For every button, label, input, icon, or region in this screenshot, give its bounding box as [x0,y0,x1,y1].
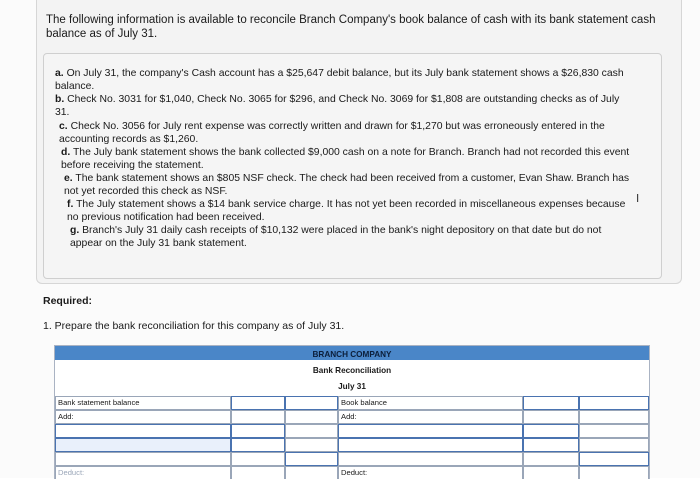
item-e [64,173,634,198]
deduct-spacer-right-total [579,466,649,479]
add-spacer-right [523,410,579,424]
bank-statement-balance-label: Bank statement balance [55,396,231,410]
required-question: 1. Prepare the bank reconciliation for this company as of July 31. [43,320,345,332]
deduct-label-left: Deduct: [55,466,231,479]
book-subtotal-spacer [523,452,579,466]
deduct-label-right: Deduct: [338,466,523,479]
problem-intro: The following information is available to reconcile Branch Company's book balance of cash with its bank statement cash balance as of July 31. [46,14,656,40]
add-spacer-right-total [579,410,649,424]
deduct-spacer-right [523,466,579,479]
book-balance-label: Book balance [338,396,523,410]
book-add-description-input[interactable] [338,424,523,438]
item-g [70,225,625,250]
book-balance-total-input[interactable] [579,396,649,410]
book-subtotal-label-cell [338,452,523,466]
add-label-left: Add: [55,410,231,424]
bank-add-total-cell-2 [285,438,338,452]
bank-reconciliation-table [54,345,650,479]
bank-add-amount-input-2[interactable] [231,438,285,452]
item-text: The July bank statement shows the bank collected $9,000 cash on a note for Branch. Branch had not recorded this event before receiving the statement. [61,147,630,171]
add-spacer-left [231,410,285,424]
item-d [61,147,641,172]
bank-balance-amount-input[interactable] [231,396,285,410]
book-add-amount-input-2[interactable] [523,438,579,452]
item-label: g. [70,225,80,236]
deduct-spacer-left-total [285,466,338,479]
add-spacer-left-total [285,410,338,424]
item-label: e. [64,173,73,184]
book-add-description-input-2[interactable] [338,438,523,452]
item-a [55,68,635,93]
bank-add-description-input-2[interactable] [55,438,231,452]
bank-subtotal-label-cell [55,452,231,466]
item-text: Check No. 3031 for $1,040, Check No. 3065 for $296, and Check No. 3069 for $1,808 are outstanding checks as of July 31. [55,94,620,118]
company-name: BRANCH COMPANY [312,350,392,359]
bank-add-amount-input[interactable] [231,424,285,438]
deduct-spacer-left [231,466,285,479]
item-label: d. [61,147,71,158]
item-text: On July 31, the company's Cash account has a $25,647 debit balance, but its July bank statement shows a $26,830 cash balance. [55,68,624,92]
required-title: Required: [43,295,93,307]
table-header [55,346,649,395]
bank-subtotal-input[interactable] [285,452,338,466]
item-label: f. [67,199,74,210]
bank-subtotal-spacer [231,452,285,466]
bank-add-description-input[interactable] [55,424,231,438]
item-text: Branch's July 31 daily cash receipts of $10,132 were placed in the bank's night depository on that date but do not appear on the July 31 bank statement. [70,225,602,249]
book-add-total-cell-2 [579,438,649,452]
item-label: b. [55,94,65,105]
reconciliation-title: Bank Reconciliation [312,366,392,375]
text-cursor-icon: Ⅰ [636,193,640,205]
item-label: a. [55,68,64,79]
reconciliation-date: July 31 [338,382,366,391]
book-balance-amount-input[interactable] [523,396,579,410]
book-subtotal-input[interactable] [579,452,649,466]
book-add-total-cell [579,424,649,438]
add-label-right: Add: [338,410,523,424]
item-text: Check No. 3056 for July rent expense was correctly written and drawn for $1,270 but was erroneously entered in the accounting records as $1,260. [59,121,605,145]
book-add-amount-input[interactable] [523,424,579,438]
item-b [55,94,635,119]
item-label: c. [59,121,68,132]
item-c [59,121,637,146]
item-text: The July statement shows a $14 bank service charge. It has not yet been recorded in miscellaneous expenses because no previous notification had been received. [67,199,626,223]
item-f [67,199,639,224]
item-text: The bank statement shows an $805 NSF check. The check had been received from a customer, Evan Shaw. Branch has not yet recorded this check as NSF. [64,173,630,197]
bank-add-total-cell [285,424,338,438]
bank-balance-total-input[interactable] [285,396,338,410]
